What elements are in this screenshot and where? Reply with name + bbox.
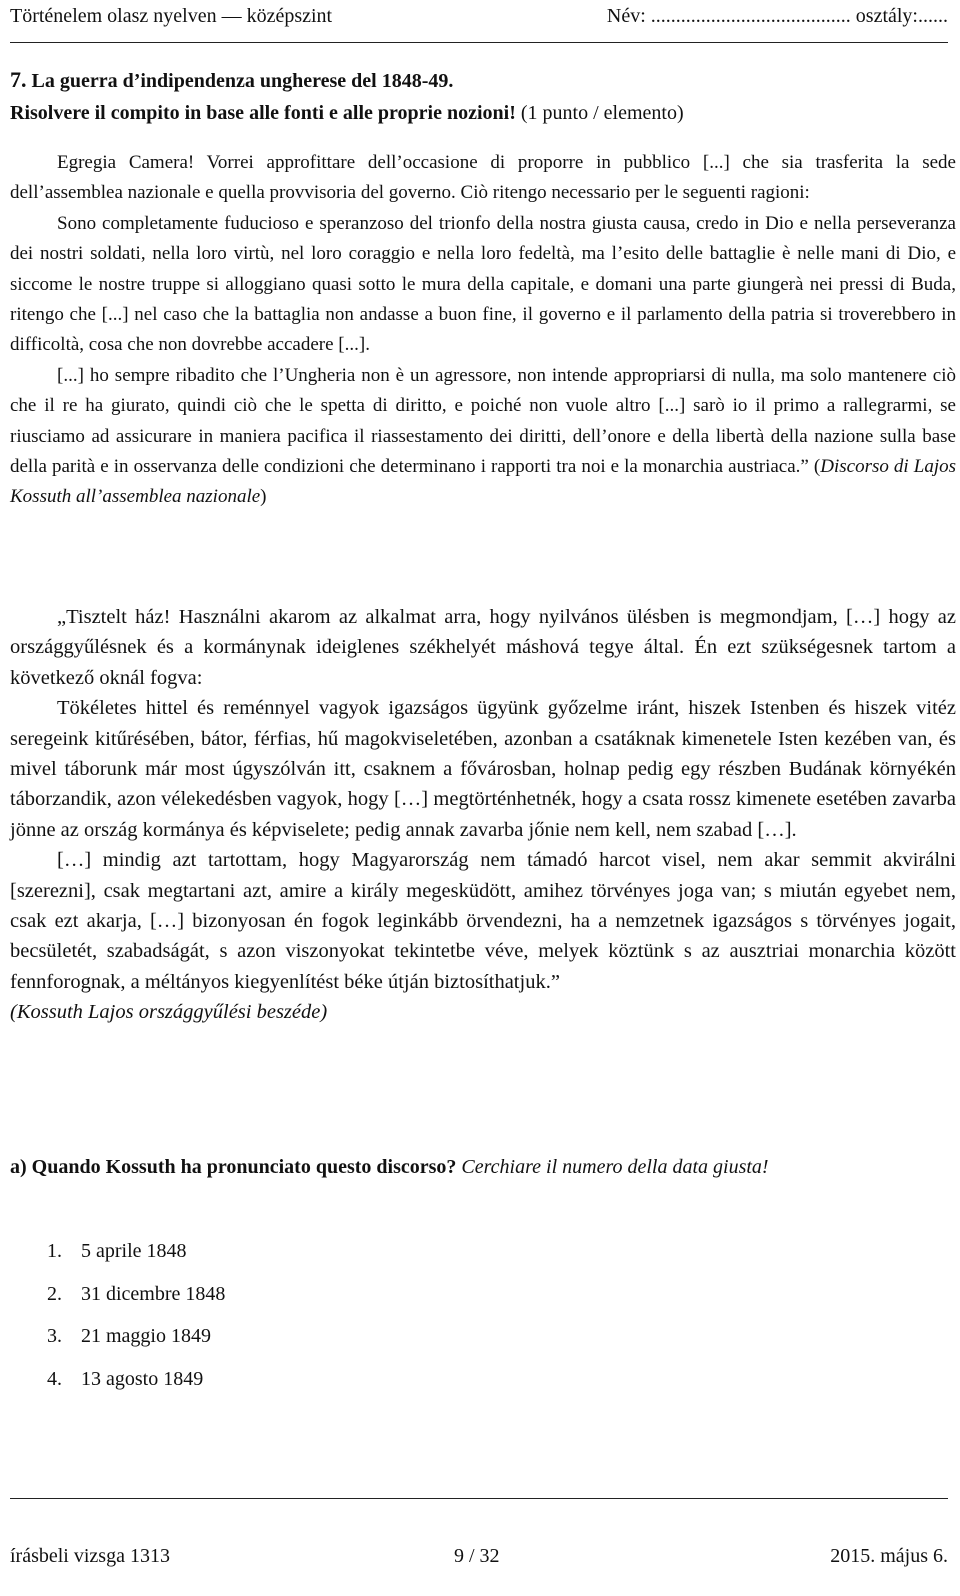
task-title: La guerra d’indipendenza ungherese del 1848-49. xyxy=(26,70,454,92)
option-text: 13 agosto 1849 xyxy=(81,1367,204,1390)
option-number[interactable]: 1. xyxy=(47,1240,62,1262)
answer-option[interactable] xyxy=(47,1236,225,1279)
option-text: 21 maggio 1849 xyxy=(81,1325,211,1347)
option-text: 5 aprile 1848 xyxy=(81,1240,187,1262)
question-a-hint: Cerchiare il numero della data giusta! xyxy=(456,1156,769,1178)
option-number[interactable]: 4. xyxy=(47,1367,62,1390)
answer-option[interactable] xyxy=(47,1279,225,1322)
header-name-class-fields: Név: ........................................ osztály:...... xyxy=(606,5,948,27)
answer-option[interactable] xyxy=(47,1364,225,1407)
footer-exam-code: írásbeli vizsga 1313 xyxy=(10,1545,170,1567)
task-points: (1 punto / elemento) xyxy=(515,102,684,124)
italian-citation-open: ( xyxy=(808,456,821,478)
italian-citation-close: ) xyxy=(260,486,267,508)
italian-paragraph-3-text: [...] ho sempre ribadito che l’Ungheria non è un agressore, non intende appropriarsi di nulla, ma solo mantenere ciò che il re ha giurato, quindi ciò che le spetta di diritto, e poiché non vuole altro [...] sarò io il primo a rallegrarmi, se riusciamo ad assicurare in maniera pacifica il riassestamento dei diritti, dell’onore e della libertà della nazione sulla base della parità e in osservanza delle condizioni che determinano i rapporti tra noi e la monarchia austriaca.” xyxy=(10,364,956,478)
option-text: 31 dicembre 1848 xyxy=(81,1282,226,1305)
option-number[interactable]: 2. xyxy=(47,1282,62,1305)
hungarian-paragraph-2: Tökéletes hittel és reménnyel vagyok igazságos ügyünk győzelme iránt, hiszek Istenben és hiszek vitéz seregeink kitűrésében, bátor, férfias, hű magokviseletében, azonban a csatáknak kimenetele Isten kezében van, és mivel táborunk már most úgyszólván itt, csaknem a fővárosban, holnap pedig egy részben Budának környékén táborzandik, azon vélekedésben vagyok, hogy […] megtörténhetnék, hogy a csata rossz kimenete esetében zavarba jönne az ország kormánya és képviselete; pedig annak zavarba jőnie nem kell, nem szabad […]. xyxy=(10,697,956,841)
task-instruction: Risolvere il compito in base alle fonti e alle proprie nozioni! xyxy=(10,102,516,124)
italian-source xyxy=(10,148,956,513)
question-a-text: a) Quando Kossuth ha pronunciato questo discorso? xyxy=(10,1156,457,1178)
task-number: 7. xyxy=(10,67,27,92)
italian-paragraph-2: Sono completamente fuducioso e speranzoso del trionfo della nostra giusta causa, credo in Dio e nella perseveranza dei nostri soldati, nella loro virtù, nel loro coraggio e nella loro fedeltà, ma l’esito delle battaglie è nelle mani di Dio, e siccome le nostre truppe si alloggiano quasi sotto le mura della capitale, e domani una parte giungerà nei pressi di Buda, ritengo che [...] nel caso che la battaglia non andasse a buon fine, il governo e il parlamento della patria si troverebbero in difficoltà, cosa che non dovrebbe accadere [...]. xyxy=(10,212,956,356)
question-a xyxy=(10,1152,956,1183)
hungarian-source xyxy=(10,602,956,1028)
page-header xyxy=(10,0,948,43)
page-footer xyxy=(10,1498,948,1596)
answer-options xyxy=(47,1236,225,1406)
italian-paragraph-3 xyxy=(10,361,956,513)
hungarian-paragraph-3: […] mindig azt tartottam, hogy Magyarország nem támadó harcot visel, nem akar semmit akvirálni [szerezni], csak megtartani azt, amire a király megesküdött, amihez törvényes joga van; s miután egyebet nem, csak ezt akarja, […] bizonyosan én fogok leginkább örvendezni, ha a nemzetnek igazságos s törvényes jogait, becsületét, szabadságát, s azon viszonyokat tekintetbe véve, melyek köztünk s az ausztriai monarchia között fennforognak, a méltányos kiegyenlítést béke útján biztosíthatjuk.” xyxy=(10,849,956,993)
option-number[interactable]: 3. xyxy=(47,1325,62,1347)
header-subject: Történelem olasz nyelven — középszint xyxy=(10,5,333,27)
hungarian-paragraph-1: „Tisztelt ház! Használni akarom az alkalmat arra, hogy nyilvános ülésben is megmondjam, […] hogy az országgyűlésnek és a kormánynak ideiglenes székhelyét máshová tegye által. Én ezt szükségesnek tartom a következő oknál fogva: xyxy=(10,606,956,689)
footer-date: 2015. május 6. xyxy=(830,1545,948,1567)
footer-page-number: 9 / 32 xyxy=(454,1545,500,1567)
italian-paragraph-1: Egregia Camera! Vorrei approfittare dell’occasione di proporre in pubblico [...] che sia trasferita la sede dell’assemblea nazionale e quella provvisoria del governo. Ciò ritengo necessario per le seguenti ragioni: xyxy=(10,152,956,204)
answer-option[interactable] xyxy=(47,1321,225,1364)
hungarian-citation: (Kossuth Lajos országgyűlési beszéde) xyxy=(10,1001,328,1024)
italian-citation: Discorso di Lajos Kossuth all’assemblea nazionale xyxy=(10,456,956,508)
task-heading xyxy=(10,64,948,129)
